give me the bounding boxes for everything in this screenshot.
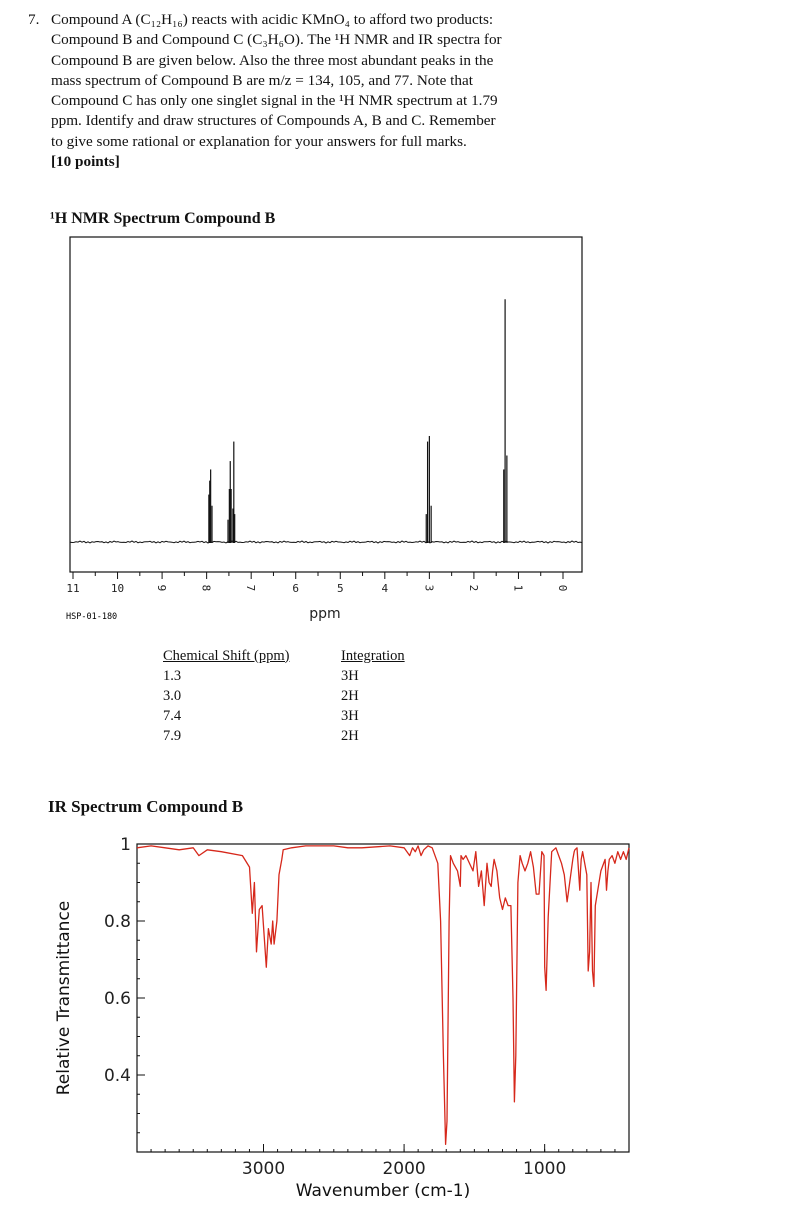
ir-transmittance-line xyxy=(137,846,629,1144)
header-integration: Integration xyxy=(341,647,405,664)
nmr-title: ¹H NMR Spectrum Compound B xyxy=(50,210,276,227)
shift-cell: 1.3 xyxy=(163,667,182,684)
nmr-tick-label: 7 xyxy=(244,584,258,592)
nmr-tick-label: 5 xyxy=(336,582,344,595)
question-line-3: Compound B are given below. Also the three most abundant peaks in the xyxy=(51,51,494,69)
nmr-chart xyxy=(0,230,802,630)
integration-table xyxy=(160,646,408,746)
ir-y-tick-label: 1 xyxy=(120,835,131,855)
nmr-tick-label: 11 xyxy=(66,582,80,595)
nmr-x-ticks xyxy=(73,572,563,579)
ir-minor-ticks xyxy=(137,863,629,1152)
ir-x-tick-label: 3000 xyxy=(241,1159,286,1179)
integration-header-row xyxy=(160,646,408,666)
question-block xyxy=(28,10,568,172)
table-row xyxy=(160,686,408,706)
ir-x-ticks xyxy=(242,1144,566,1179)
nmr-peaks xyxy=(209,299,507,543)
nmr-tick-label: 4 xyxy=(381,582,389,595)
nmr-tick-label: 2 xyxy=(466,584,480,592)
question-line-1: Compound A (C₁₂H₁₆) reacts with acidic KMnO₄ to afford two products: xyxy=(51,11,494,28)
question-line-6: ppm. Identify and draw structures of Compounds A, B and C. Remember xyxy=(51,112,496,130)
ir-y-axis-label: Relative Transmittance xyxy=(54,900,74,1096)
nmr-x-axis-label: ppm xyxy=(309,606,341,622)
shift-cell: 3.0 xyxy=(163,687,182,704)
nmr-tick-label: 6 xyxy=(292,582,300,595)
ir-x-tick-label: 2000 xyxy=(382,1159,426,1179)
ir-title: IR Spectrum Compound B xyxy=(48,797,244,816)
nmr-tick-label: 9 xyxy=(155,584,169,592)
question-line-7: to give some rational or explanation for your answers for full marks. xyxy=(51,132,467,150)
question-line-5: Compound C has only one singlet signal in the ¹H NMR spectrum at 1.79 xyxy=(51,92,498,110)
nmr-tick-label: 3 xyxy=(422,584,436,592)
ir-x-tick-label: 1000 xyxy=(523,1159,567,1179)
ir-y-tick-label: 0.4 xyxy=(103,1066,131,1086)
ir-chart xyxy=(0,830,802,1226)
header-chemical-shift: Chemical Shift (ppm) xyxy=(163,647,290,664)
question-line-4: mass spectrum of Compound B are m/z = 134, 105, and 77. Note that xyxy=(51,71,473,89)
shift-cell: 7.9 xyxy=(163,727,182,744)
nmr-x-tick-labels xyxy=(66,582,569,595)
table-row xyxy=(160,706,408,726)
ir-y-tick-label: 0.6 xyxy=(103,989,131,1009)
ir-plot-frame xyxy=(137,844,629,1152)
table-row xyxy=(160,726,408,746)
question-number: 7. xyxy=(28,11,40,28)
question-points: [10 points] xyxy=(51,153,120,171)
ir-x-axis-label: Wavenumber (cm-1) xyxy=(295,1181,471,1201)
integration-cell: 2H xyxy=(341,727,359,744)
nmr-tick-label: 8 xyxy=(199,584,213,592)
integration-cell: 3H xyxy=(341,667,359,684)
table-row xyxy=(160,666,408,686)
ir-y-tick-label: 0.8 xyxy=(103,912,131,932)
nmr-spectrum-code: HSP-01-180 xyxy=(66,612,118,622)
integration-cell: 2H xyxy=(341,687,359,704)
nmr-tick-label: 0 xyxy=(556,584,569,592)
nmr-tick-label: 10 xyxy=(110,582,125,595)
question-line-2: Compound B and Compound C (C₃H₆O). The ¹H NMR and IR spectra for xyxy=(51,31,502,49)
nmr-tick-label: 1 xyxy=(511,584,525,592)
shift-cell: 7.4 xyxy=(163,707,182,724)
integration-cell: 3H xyxy=(341,707,359,724)
ir-y-ticks xyxy=(104,835,145,1086)
